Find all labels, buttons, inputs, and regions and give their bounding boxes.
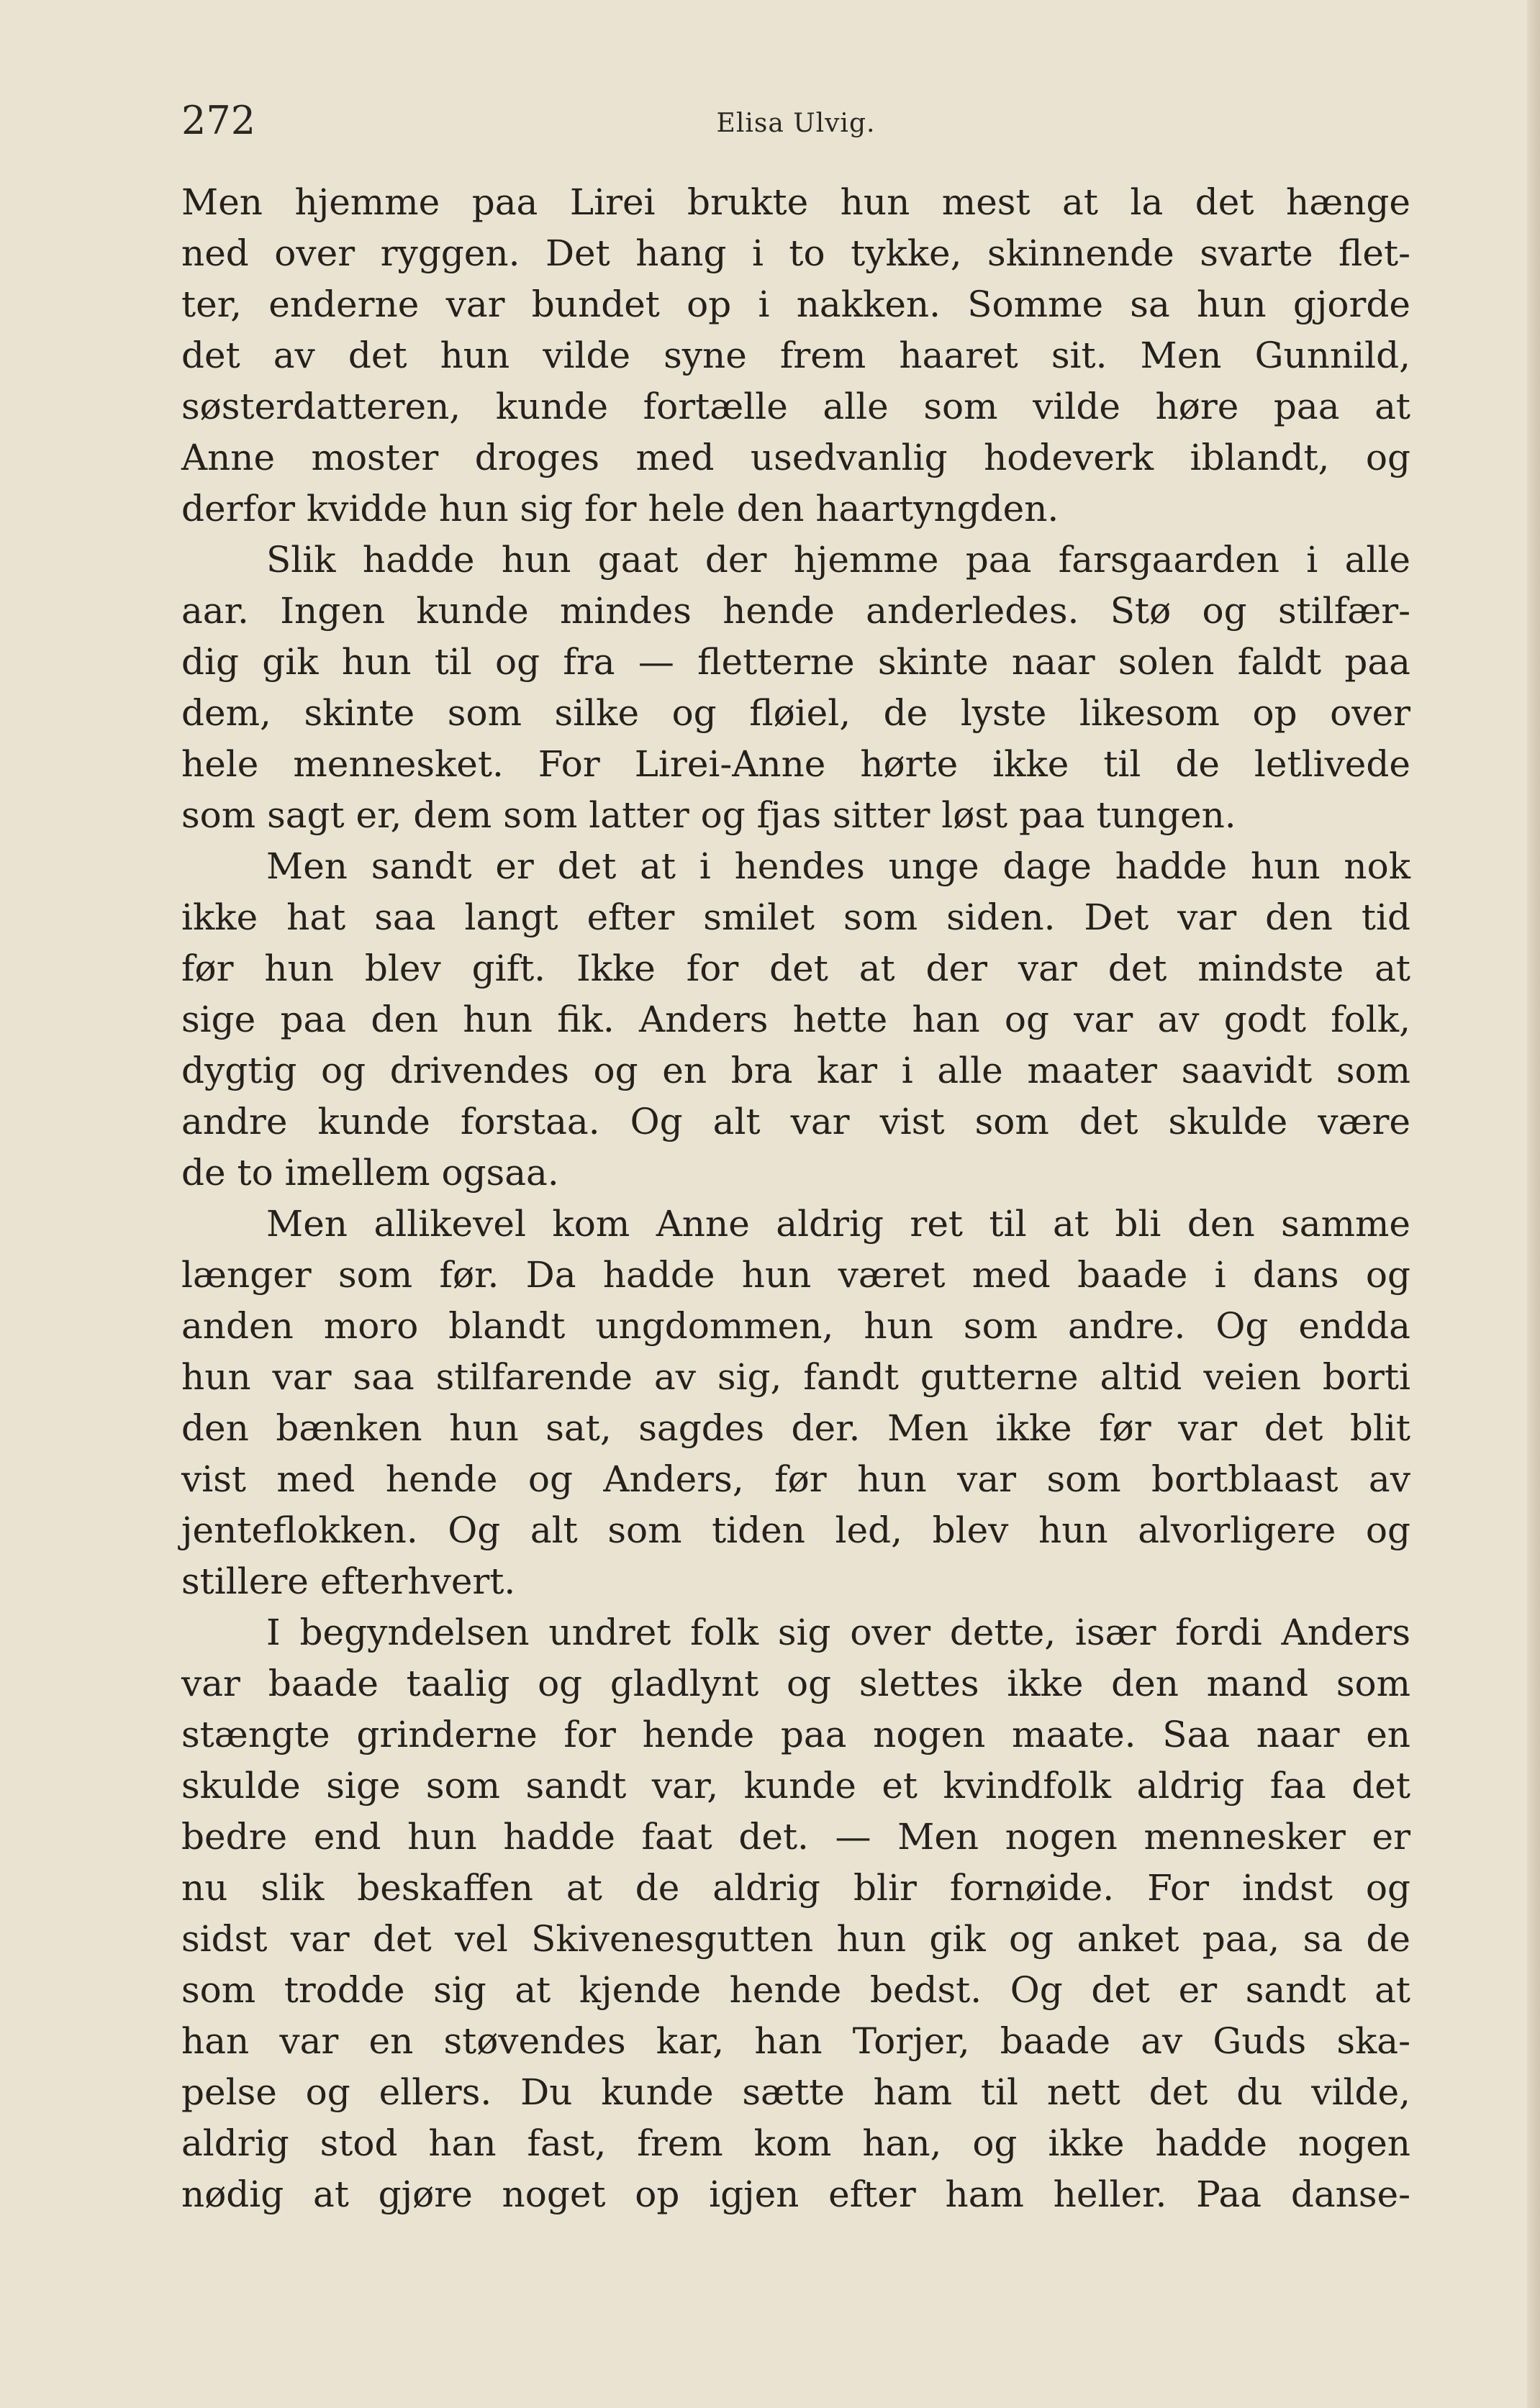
- text-line: dygtig og drivendes og en bra kar i alle maater saavidt som: [181, 1050, 1410, 1091]
- text-line: Men allikevel kom Anne aldrig ret til at bli den samme: [266, 1203, 1410, 1245]
- text-line: sige paa den hun fik. Anders hette han og var av godt folk,: [181, 999, 1410, 1040]
- text-line: jenteflokken. Og alt som tiden led, blev hun alvorligere og: [181, 1509, 1410, 1551]
- text-line: pelse og ellers. Du kunde sætte ham til nett det du vilde,: [181, 2071, 1410, 2113]
- text-line: længer som før. Da hadde hun været med baade i dans og: [181, 1254, 1410, 1296]
- text-line: stillere efterhvert.: [181, 1560, 516, 1602]
- running-head: Elisa Ulvig.: [716, 109, 876, 138]
- text-line: ned over ryggen. Det hang i to tykke, skinnende svarte flet-: [181, 232, 1410, 274]
- text-line: nødig at gjøre noget op igjen efter ham heller. Paa danse-: [181, 2173, 1410, 2215]
- text-line: den bænken hun sat, sagdes der. Men ikke før var det blit: [181, 1407, 1410, 1449]
- text-line: derfor kvidde hun sig for hele den haartyngden.: [181, 488, 1059, 530]
- text-line: anden moro blandt ungdommen, hun som andre. Og endda: [181, 1305, 1410, 1347]
- text-line: dig gik hun til og fra — fletterne skinte naar solen faldt paa: [181, 641, 1410, 683]
- body-text: [181, 177, 1410, 2220]
- text-line: ter, enderne var bundet op i nakken. Somme sa hun gjorde: [181, 283, 1410, 325]
- text-line: det av det hun vilde syne frem haaret sit. Men Gunnild,: [181, 335, 1410, 376]
- text-line: andre kunde forstaa. Og alt var vist som det skulde være: [181, 1101, 1410, 1142]
- text-line: skulde sige som sandt var, kunde et kvindfolk aldrig faa det: [181, 1765, 1410, 1807]
- text-line: de to imellem ogsaa.: [181, 1152, 559, 1194]
- text-line: søsterdatteren, kunde fortælle alle som vilde høre paa at: [181, 386, 1410, 427]
- text-line: hun var saa stilfarende av sig, fandt gutterne altid veien borti: [181, 1356, 1410, 1398]
- text-line: Men sandt er det at i hendes unge dage hadde hun nok: [266, 845, 1410, 887]
- text-line: som sagt er, dem som latter og fjas sitter løst paa tungen.: [181, 794, 1236, 836]
- text-line: bedre end hun hadde faat det. — Men nogen mennesker er: [181, 1816, 1410, 1858]
- text-line: nu slik beskaffen at de aldrig blir fornøide. For indst og: [181, 1867, 1410, 1909]
- text-line: vist med hende og Anders, før hun var som bortblaast av: [181, 1458, 1410, 1500]
- text-line: han var en støvendes kar, han Torjer, baade av Guds ska-: [181, 2020, 1410, 2062]
- text-line: sidst var det vel Skivenesgutten hun gik og anket paa, sa de: [181, 1918, 1410, 1960]
- text-line: aldrig stod han fast, frem kom han, og ikke hadde nogen: [181, 2122, 1410, 2164]
- text-line: stængte grinderne for hende paa nogen maate. Saa naar en: [181, 1714, 1410, 1755]
- page-header: [181, 92, 1410, 150]
- text-line: som trodde sig at kjende hende bedst. Og det er sandt at: [181, 1969, 1410, 2011]
- text-line: dem, skinte som silke og fløiel, de lyste likesom op over: [181, 692, 1410, 734]
- text-line: før hun blev gift. Ikke for det at der var det mindste at: [181, 948, 1410, 989]
- text-line: hele mennesket. For Lirei-Anne hørte ikke til de letlivede: [181, 743, 1410, 785]
- text-line: Men hjemme paa Lirei brukte hun mest at la det hænge: [181, 181, 1410, 223]
- page-edge: [1527, 0, 1540, 2408]
- text-line: ikke hat saa langt efter smilet som siden. Det var den tid: [181, 896, 1410, 938]
- text-line: Slik hadde hun gaat der hjemme paa farsgaarden i alle: [266, 539, 1410, 581]
- text-line: I begyndelsen undret folk sig over dette, især fordi Anders: [266, 1612, 1410, 1653]
- text-line: var baade taalig og gladlynt og slettes ikke den mand som: [181, 1663, 1410, 1704]
- text-line: Anne moster droges med usedvanlig hodeverk iblandt, og: [181, 437, 1410, 478]
- text-line: aar. Ingen kunde mindes hende anderledes. Stø og stilfær-: [181, 590, 1410, 632]
- page-number: 272: [181, 98, 256, 143]
